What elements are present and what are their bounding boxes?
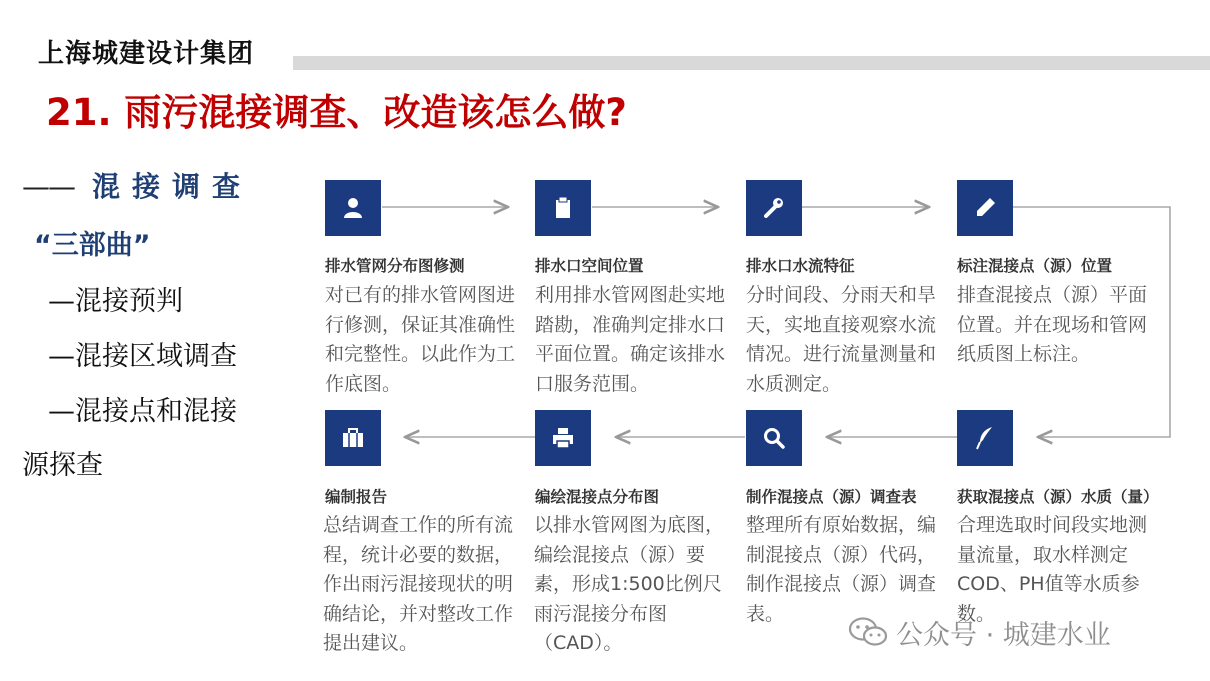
person-icon: [325, 180, 381, 236]
pencil-icon: [957, 180, 1013, 236]
step-body-survey: 对已有的排水管网图进行修测，保证其准确性和完整性。以此作为工作底图。: [325, 284, 516, 395]
page-title: 21. 雨污混接调查、改造该怎么做?: [46, 91, 627, 134]
left-item-source-survey: 源探查: [22, 450, 103, 481]
step-title-mark-points: 标注混接点（源）位置: [957, 257, 1113, 275]
org-name: 上海城建设计集团: [38, 39, 255, 69]
left-item-area-survey: —混接区域调查: [48, 341, 237, 372]
step-body-distribution-map: 以排水管网图为底图，编绘混接点（源）要素，形成1:500比例尺雨污混接分布图（CAD）。: [534, 514, 725, 654]
wechat-icon: [848, 616, 888, 648]
step-body-mark-points: 排查混接点（源）平面位置。并在现场和管网纸质图上标注。: [957, 284, 1148, 365]
step-title-distribution-map: 编绘混接点分布图: [535, 488, 660, 506]
wrench-icon: [746, 180, 802, 236]
briefcase-icon: [325, 410, 381, 466]
step-body-flow-features: 分时间段、分雨天和旱天，实地直接观察水流情况。进行流量测量和水质测定。: [746, 284, 937, 395]
search-icon: [746, 410, 802, 466]
left-subheading: “三部曲”: [34, 230, 151, 261]
printer-icon: [535, 410, 591, 466]
step-title-flow-features: 排水口水流特征: [746, 257, 855, 275]
step-body-outfall-location: 利用排水管网图赴实地踏勘，准确判定排水口平面位置。确定该排水口服务范围。: [535, 284, 726, 395]
left-heading-text: 混接调查: [92, 170, 253, 203]
step-title-survey-table: 制作混接点（源）调查表: [746, 488, 917, 506]
left-item-point-survey: —混接点和混接: [48, 396, 237, 427]
step-body-report: 总结调查工作的所有流程，统计必要的数据，作出雨污混接现状的明确结论，并对整改工作提出建议。: [323, 514, 514, 654]
step-title-outfall-location: 排水口空间位置: [535, 257, 644, 275]
watermark: [848, 612, 1111, 652]
step-body-survey-table: 整理所有原始数据，编制混接点（源）代码，制作混接点（源）调查表。: [746, 514, 937, 625]
feather-icon: [957, 410, 1013, 466]
step-title-report: 编制报告: [325, 488, 388, 506]
clipboard-icon: [535, 180, 591, 236]
step-title-water-quality: 获取混接点（源）水质（量）: [957, 488, 1159, 506]
watermark-text: 公众号 · 城建水业: [896, 619, 1111, 651]
step-body-water-quality: 合理选取时间段实地测量流量，取水样测定COD、PH值等水质参数。: [957, 514, 1148, 625]
left-item-prejudge: —混接预判: [48, 286, 183, 317]
step-title-survey: 排水管网分布图修测: [325, 257, 465, 275]
left-dash: ——: [22, 170, 74, 203]
